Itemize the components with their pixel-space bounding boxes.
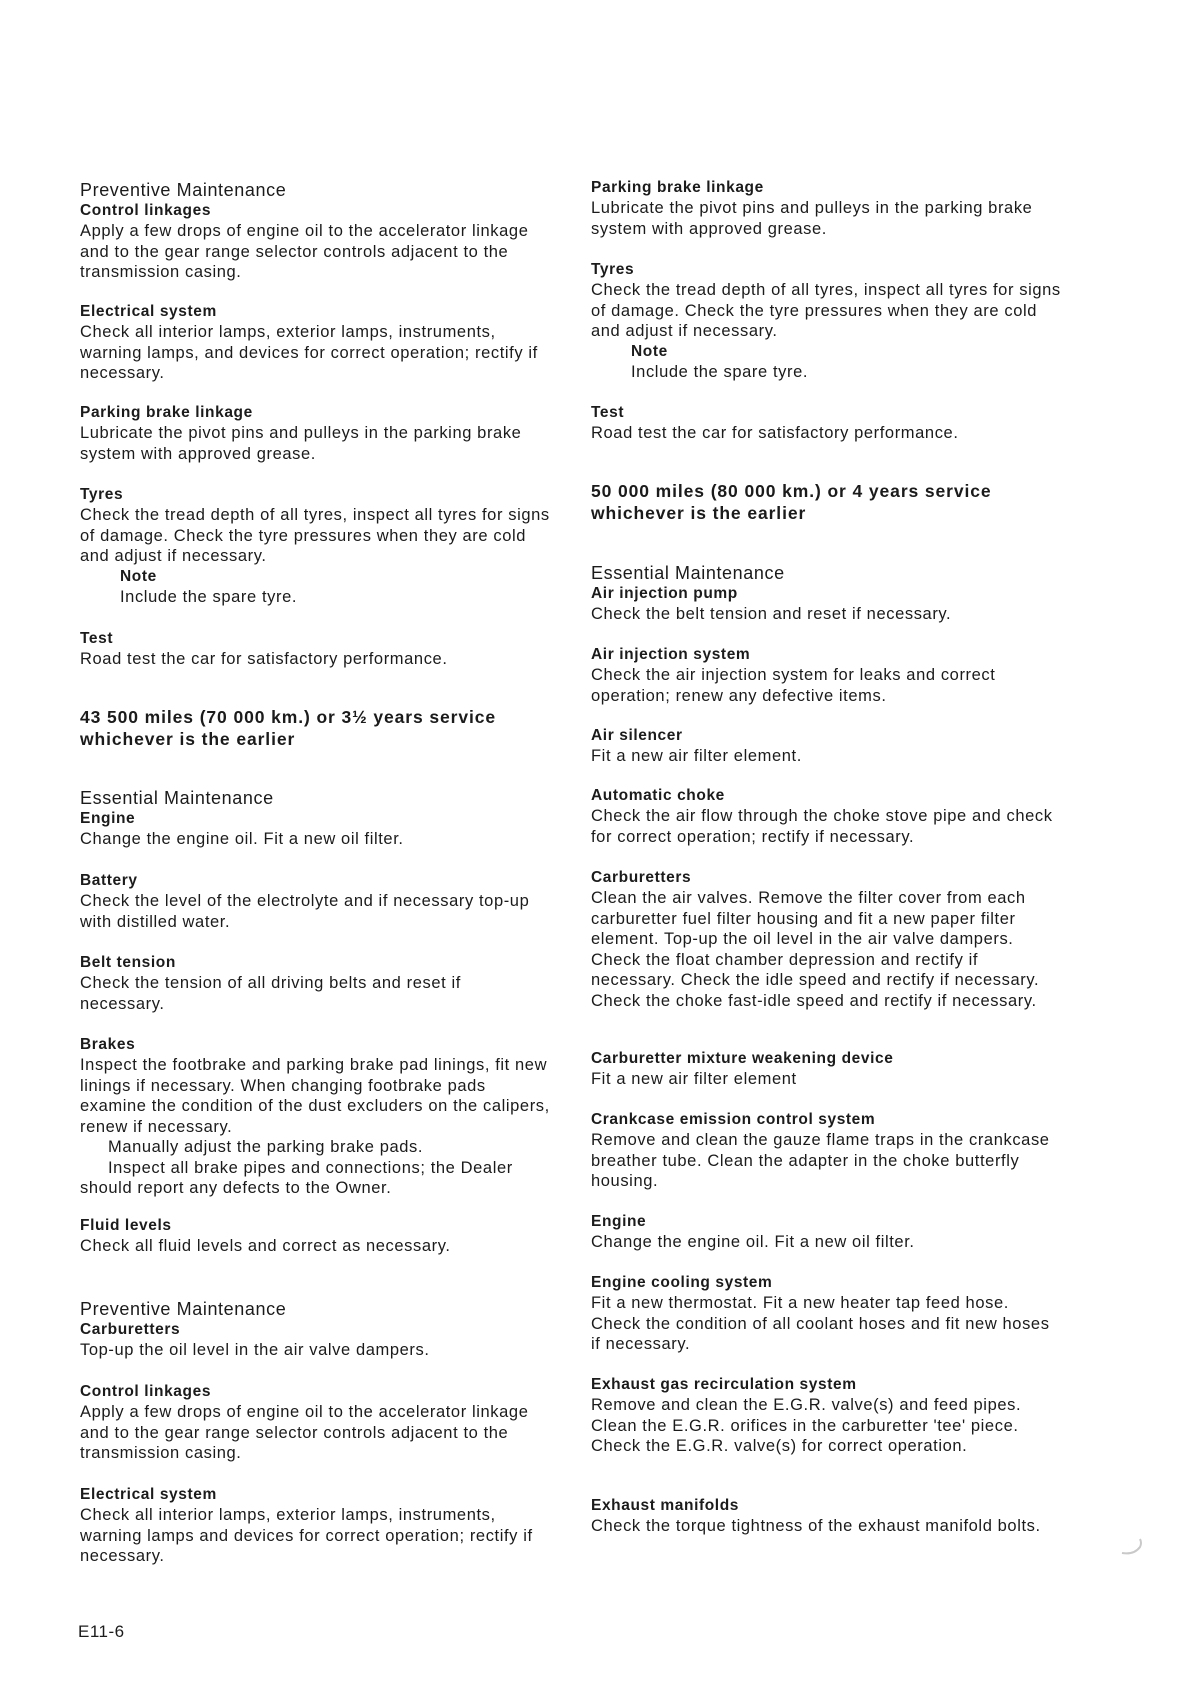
item-text: Road test the car for satisfactory performance. bbox=[80, 650, 448, 668]
interval-heading: 43 500 miles (70 000 km.) or 3½ years service whichever is the earlier bbox=[80, 707, 497, 749]
item-title: Exhaust gas recirculation system bbox=[591, 1376, 857, 1393]
item-text: Fit a new thermostat. Fit a new heater tap feed hose. Check the condition of all coolant hoses and fit new hoses if necessary. bbox=[591, 1294, 1050, 1353]
item-title: Parking brake linkage bbox=[80, 404, 253, 421]
section-title: Essential Maintenance bbox=[591, 563, 785, 583]
item-text: Clean the air valves. Remove the filter cover from each carburetter fuel filter housing and fit a new paper filter element. Top-up the oil level in the air valve dampers. Check the float chamber depression and rectify if necessary. Check the idle speed and rectify if necessary. Check the choke fast-idle speed and rectify if necessary. bbox=[591, 889, 1040, 1010]
item-title: Crankcase emission control system bbox=[591, 1111, 876, 1128]
item-tyres bbox=[591, 260, 1061, 382]
service-interval-heading bbox=[591, 480, 1051, 524]
item-title: Belt tension bbox=[80, 954, 176, 971]
item-text-engine: Change the engine oil. Fit a new oil filter. bbox=[80, 830, 404, 848]
item-test bbox=[591, 403, 1061, 444]
service-interval-heading bbox=[80, 706, 540, 750]
item-text: Lubricate the pivot pins and pulleys in the parking brake system with approved grease. bbox=[591, 199, 1033, 238]
item-belt-tension bbox=[80, 953, 550, 1014]
essential-maintenance-section bbox=[80, 788, 550, 850]
note-title: Note bbox=[631, 342, 668, 360]
note-text: Include the spare tyre. bbox=[631, 362, 809, 381]
note-text: Include the spare tyre. bbox=[120, 587, 298, 606]
item-title: Automatic choke bbox=[591, 787, 725, 804]
section-title: Preventive Maintenance bbox=[80, 1299, 287, 1319]
item-text: Road test the car for satisfactory performance. bbox=[591, 424, 959, 442]
item-text: Check the air injection system for leaks and correct operation; renew any defective items. bbox=[591, 666, 996, 705]
item-title: Engine bbox=[591, 1213, 647, 1230]
item-title-air-injection-pump: Air injection pump bbox=[591, 585, 738, 602]
item-title: Fluid levels bbox=[80, 1217, 172, 1234]
item-automatic-choke bbox=[591, 786, 1061, 847]
item-text-inspect: Inspect all brake pipes and connections; the Dealer should report any defects to the Owner. bbox=[80, 1158, 513, 1197]
item-test bbox=[80, 629, 550, 670]
interval-heading: 50 000 miles (80 000 km.) or 4 years service whichever is the earlier bbox=[591, 481, 992, 523]
item-tyres bbox=[80, 485, 550, 607]
item-title: Exhaust manifolds bbox=[591, 1497, 740, 1514]
item-title: Engine cooling system bbox=[591, 1274, 773, 1291]
item-title: Test bbox=[80, 630, 114, 647]
item-title: Carburetter mixture weakening device bbox=[591, 1050, 894, 1067]
item-title: Test bbox=[591, 404, 625, 421]
item-title: Parking brake linkage bbox=[591, 179, 764, 196]
item-battery bbox=[80, 871, 550, 932]
item-text: Fit a new air filter element bbox=[591, 1070, 797, 1088]
item-title: Tyres bbox=[80, 486, 124, 503]
item-control-linkages-2 bbox=[80, 1382, 550, 1464]
item-text-adjust: Manually adjust the parking brake pads. bbox=[108, 1138, 424, 1156]
item-air-silencer bbox=[591, 726, 1061, 767]
item-text: Change the engine oil. Fit a new oil filter. bbox=[591, 1233, 915, 1251]
item-title: Brakes bbox=[80, 1036, 136, 1053]
item-electrical-system-2 bbox=[80, 1485, 550, 1567]
item-mixture-weakening-device bbox=[591, 1049, 1061, 1090]
item-text: Check the tread depth of all tyres, inspect all tyres for signs of damage. Check the tyre pressures when they are cold and adjust if necessary. bbox=[80, 506, 550, 565]
item-text: Check the tension of all driving belts and reset if necessary. bbox=[80, 974, 461, 1013]
section-title: Preventive Maintenance bbox=[80, 180, 287, 200]
item-exhaust-manifolds bbox=[591, 1496, 1061, 1537]
item-title: Control linkages bbox=[80, 1383, 212, 1400]
item-title: Air injection system bbox=[591, 646, 751, 663]
note-title: Note bbox=[120, 567, 157, 585]
scan-mark bbox=[1118, 1535, 1146, 1557]
item-text: Check the level of the electrolyte and if necessary top-up with distilled water. bbox=[80, 892, 530, 931]
preventive-maintenance-section-2 bbox=[80, 1299, 550, 1361]
item-text: Check all interior lamps, exterior lamps, instruments, warning lamps, and devices for correct operation; rectify if necessary. bbox=[80, 323, 538, 382]
item-parking-brake-linkage bbox=[80, 403, 550, 464]
item-text: Remove and clean the gauze flame traps in the crankcase breather tube. Clean the adapter in the choke butterfly housing. bbox=[591, 1131, 1050, 1190]
item-fluid-levels bbox=[80, 1216, 550, 1257]
item-text: Fit a new air filter element. bbox=[591, 747, 802, 765]
item-egr-system bbox=[591, 1375, 1061, 1457]
item-text: Apply a few drops of engine oil to the accelerator linkage and to the gear range selector controls adjacent to the transmission casing. bbox=[80, 1403, 529, 1462]
item-electrical-system bbox=[80, 302, 550, 384]
item-text-carburetters: Top-up the oil level in the air valve dampers. bbox=[80, 1341, 430, 1359]
item-text: Check the tread depth of all tyres, inspect all tyres for signs of damage. Check the tyre pressures when they are cold and adjust if necessary. bbox=[591, 281, 1061, 340]
item-text-air-injection-pump: Check the belt tension and reset if necessary. bbox=[591, 605, 952, 623]
item-text: Check the torque tightness of the exhaust manifold bolts. bbox=[591, 1517, 1041, 1535]
item-carburetters bbox=[591, 868, 1061, 1011]
item-title-carburetters: Carburetters bbox=[80, 1321, 181, 1338]
item-title: Electrical system bbox=[80, 303, 217, 320]
item-parking-brake-linkage bbox=[591, 178, 1061, 239]
page-number: E11-6 bbox=[78, 1622, 125, 1641]
item-brakes bbox=[80, 1035, 550, 1199]
item-title: Tyres bbox=[591, 261, 635, 278]
item-text: Check all interior lamps, exterior lamps, instruments, warning lamps and devices for correct operation; rectify if necessary. bbox=[80, 1506, 533, 1565]
item-air-injection-system bbox=[591, 645, 1061, 706]
essential-maintenance-section bbox=[591, 563, 1061, 625]
item-engine bbox=[591, 1212, 1061, 1253]
item-text: Lubricate the pivot pins and pulleys in the parking brake system with approved grease. bbox=[80, 424, 522, 463]
item-crankcase-emission bbox=[591, 1110, 1061, 1192]
item-title: Electrical system bbox=[80, 1486, 217, 1503]
item-title-engine: Engine bbox=[80, 810, 136, 827]
item-title: Carburetters bbox=[591, 869, 692, 886]
item-text: Inspect the footbrake and parking brake pad linings, fit new linings if necessary. When changing footbrake pads examine the condition of the dust excluders on the calipers, renew if necessary. bbox=[80, 1056, 550, 1136]
section-title: Essential Maintenance bbox=[80, 788, 274, 808]
preventive-maintenance-section-1 bbox=[80, 180, 550, 283]
item-text: Remove and clean the E.G.R. valve(s) and feed pipes. Clean the E.G.R. orifices in the carburetter 'tee' piece. Check the E.G.R. valve(s) for correct operation. bbox=[591, 1396, 1022, 1455]
item-engine-cooling bbox=[591, 1273, 1061, 1355]
item-text: Check the air flow through the choke stove pipe and check for correct operation; rectify if necessary. bbox=[591, 807, 1053, 846]
item-title-control-linkages: Control linkages bbox=[80, 202, 212, 219]
item-text: Check all fluid levels and correct as necessary. bbox=[80, 1237, 451, 1255]
item-text-control-linkages: Apply a few drops of engine oil to the accelerator linkage and to the gear range selector controls adjacent to the transmission casing. bbox=[80, 222, 529, 281]
item-title: Air silencer bbox=[591, 727, 683, 744]
item-title: Battery bbox=[80, 872, 138, 889]
